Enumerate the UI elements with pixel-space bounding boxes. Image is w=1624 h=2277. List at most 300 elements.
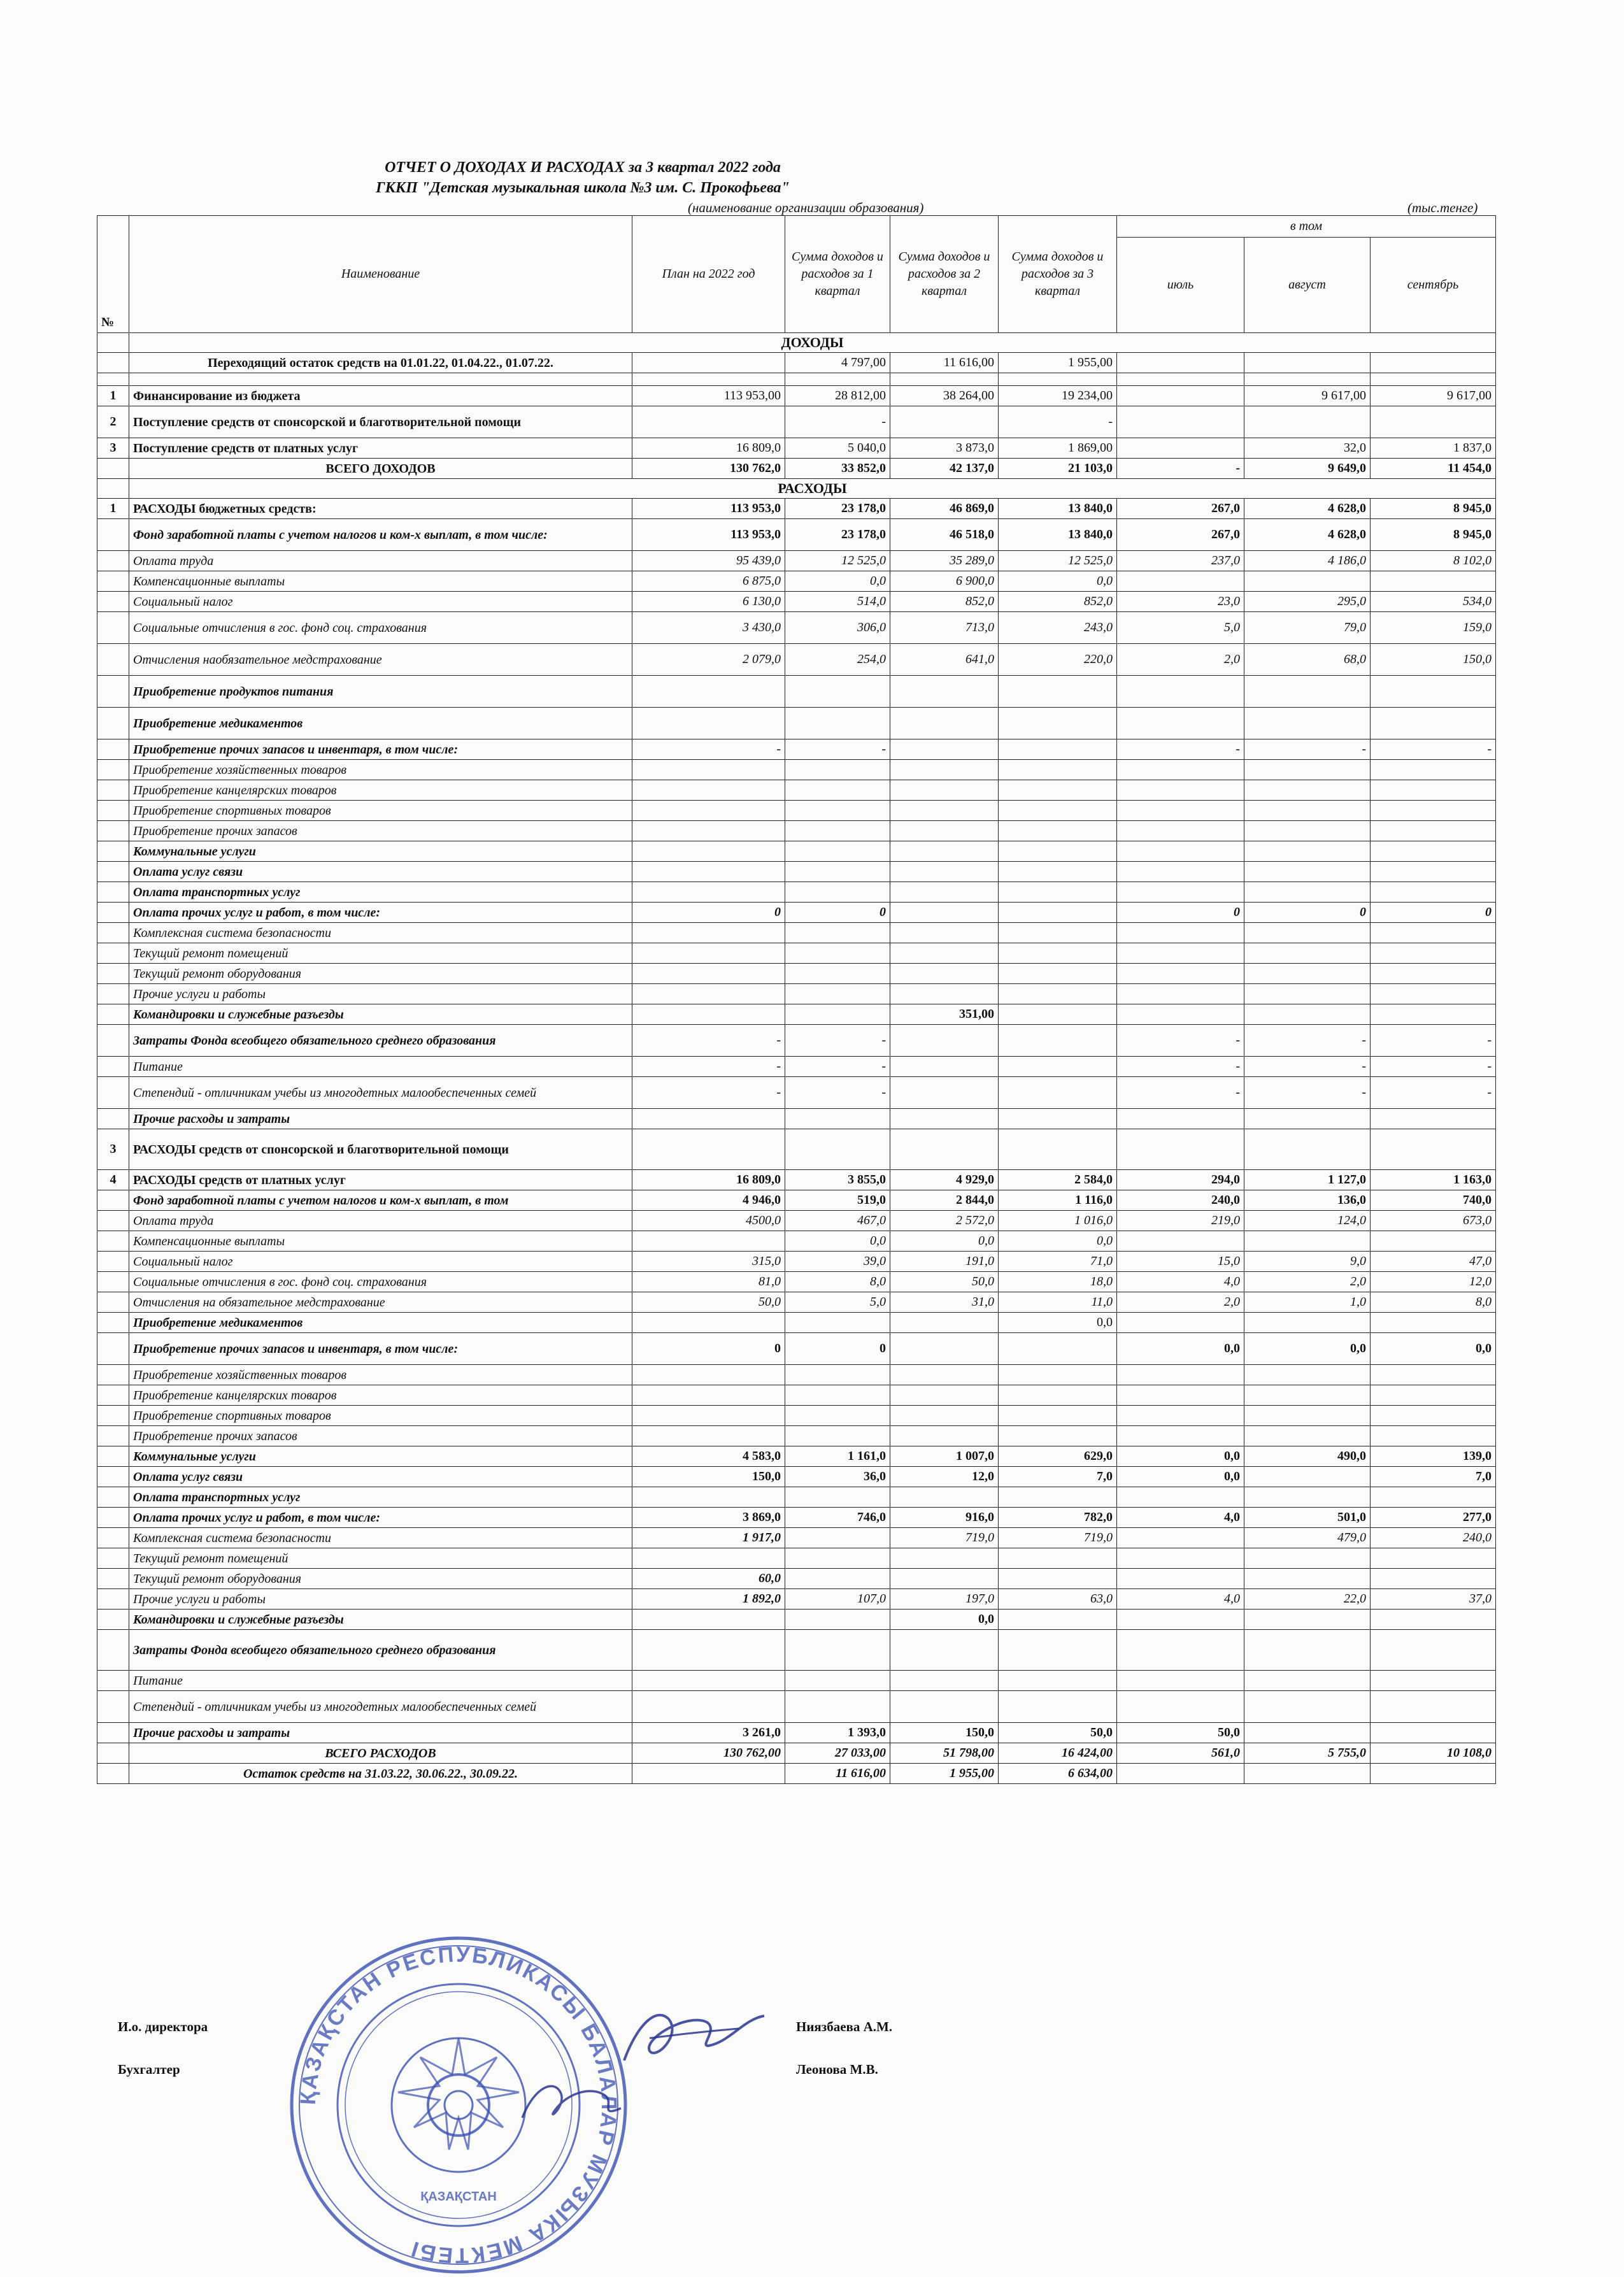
row-label: Текущий ремонт помещений	[129, 943, 632, 964]
col-q3: Сумма доходов и расходов за 3 квартал	[999, 216, 1117, 333]
table-row	[97, 333, 1496, 353]
value-cell: 4 797,00	[785, 353, 890, 373]
row-number	[97, 1487, 129, 1508]
value-cell	[632, 1671, 785, 1691]
accountant-name: Леонова М.В.	[796, 2062, 878, 2077]
table-row	[97, 841, 1496, 862]
value-cell	[890, 821, 999, 841]
value-cell	[1371, 780, 1496, 801]
table-row	[97, 801, 1496, 821]
value-cell: 12,0	[1371, 1272, 1496, 1292]
table-row	[97, 1671, 1496, 1691]
value-cell	[785, 1129, 890, 1170]
value-cell: 47,0	[1371, 1252, 1496, 1272]
value-cell	[1371, 1129, 1496, 1170]
value-cell: 719,0	[890, 1528, 999, 1548]
row-label: Приобретение прочих запасов и инвентаря, в том числе:	[129, 1333, 632, 1365]
value-cell: 23,0	[1117, 592, 1244, 612]
stamp-outer-text: ҚАЗАҚСТАН РЕСПУБЛИКАСЫ БАЛАЛАР МУЗЫКА МЕКТЕБІ	[296, 1942, 622, 2268]
table-row	[97, 1610, 1496, 1630]
row-number: 3	[97, 1129, 129, 1170]
row-label: Приобретение прочих запасов	[129, 1426, 632, 1446]
value-cell	[632, 780, 785, 801]
value-cell: 2,0	[1117, 1292, 1244, 1313]
table-row	[97, 1446, 1496, 1467]
row-label: РАСХОДЫ средств от спонсорской и благотворительной помощи	[129, 1129, 632, 1170]
value-cell	[999, 923, 1117, 943]
value-cell: 71,0	[999, 1252, 1117, 1272]
value-cell: 23 178,0	[785, 519, 890, 551]
table-row	[97, 1129, 1496, 1170]
table-row	[97, 708, 1496, 739]
row-label: Затраты Фонда всеобщего обязательного среднего образования	[129, 1025, 632, 1057]
value-cell: 713,0	[890, 612, 999, 644]
row-number	[97, 1743, 129, 1764]
value-cell	[999, 1057, 1117, 1077]
value-cell	[1371, 841, 1496, 862]
value-cell: 8 102,0	[1371, 551, 1496, 571]
value-cell: 3 855,0	[785, 1170, 890, 1190]
row-number	[97, 1467, 129, 1487]
value-cell: 13 840,0	[999, 519, 1117, 551]
row-number	[97, 353, 129, 373]
table-row	[97, 1548, 1496, 1569]
value-cell	[1117, 1610, 1244, 1630]
value-cell: -	[1117, 1057, 1244, 1077]
value-cell: 0,0	[1117, 1333, 1244, 1365]
value-cell	[1117, 1004, 1244, 1025]
value-cell: -	[1117, 1077, 1244, 1109]
row-number	[97, 1691, 129, 1723]
row-label: Отчисления на обязательное медстрахование	[129, 1292, 632, 1313]
row-number	[97, 923, 129, 943]
row-label: Социальный налог	[129, 1252, 632, 1272]
row-number	[97, 1723, 129, 1743]
value-cell	[999, 1333, 1117, 1365]
table-row	[97, 1743, 1496, 1764]
row-label: Фонд заработной платы с учетом налогов и ком-х выплат, в том числе:	[129, 519, 632, 551]
director-title: И.о. директора	[118, 2019, 208, 2034]
table-row	[97, 1292, 1496, 1313]
row-label: Питание	[129, 1671, 632, 1691]
row-number	[97, 1385, 129, 1406]
row-label: РАСХОДЫ бюджетных средств:	[129, 499, 632, 519]
value-cell: 5 755,0	[1244, 1743, 1371, 1764]
value-cell	[632, 1231, 785, 1252]
value-cell: 219,0	[1117, 1211, 1244, 1231]
value-cell	[632, 708, 785, 739]
value-cell: 130 762,00	[632, 1743, 785, 1764]
value-cell: 23 178,0	[785, 499, 890, 519]
value-cell: 0	[785, 903, 890, 923]
value-cell	[1371, 1548, 1496, 1569]
value-cell: 18,0	[999, 1272, 1117, 1292]
table-row	[97, 519, 1496, 551]
value-cell	[890, 1313, 999, 1333]
value-cell: 16 809,0	[632, 1170, 785, 1190]
value-cell: 0,0	[1244, 1333, 1371, 1365]
value-cell	[1117, 1487, 1244, 1508]
value-cell	[1244, 760, 1371, 780]
value-cell	[1371, 1487, 1496, 1508]
value-cell: 2,0	[1117, 644, 1244, 676]
row-number	[97, 571, 129, 592]
value-cell: 113 953,00	[632, 386, 785, 406]
value-cell: 27 033,00	[785, 1743, 890, 1764]
table-row	[97, 1630, 1496, 1671]
value-cell	[999, 882, 1117, 903]
table-row	[97, 406, 1496, 438]
value-cell	[1244, 1426, 1371, 1446]
value-cell	[890, 984, 999, 1004]
value-cell	[785, 760, 890, 780]
row-number	[97, 984, 129, 1004]
value-cell: 4 628,0	[1244, 519, 1371, 551]
value-cell	[1117, 943, 1244, 964]
value-cell: 35 289,0	[890, 551, 999, 571]
value-cell: 139,0	[1371, 1446, 1496, 1467]
value-cell	[890, 801, 999, 821]
row-number	[97, 1272, 129, 1292]
value-cell	[632, 943, 785, 964]
value-cell: -	[1117, 1025, 1244, 1057]
value-cell	[999, 964, 1117, 984]
value-cell: 150,0	[1371, 644, 1496, 676]
value-cell	[632, 1487, 785, 1508]
table-row	[97, 1764, 1496, 1784]
value-cell: 4 628,0	[1244, 499, 1371, 519]
table-row	[97, 1109, 1496, 1129]
value-cell	[632, 1548, 785, 1569]
table-row	[97, 1252, 1496, 1272]
value-cell: 16 809,0	[632, 438, 785, 459]
value-cell	[999, 760, 1117, 780]
value-cell: 3 261,0	[632, 1723, 785, 1743]
value-cell	[785, 1365, 890, 1385]
value-cell: 1 161,0	[785, 1446, 890, 1467]
value-cell	[1117, 1365, 1244, 1385]
value-cell	[1244, 1109, 1371, 1129]
value-cell	[999, 1109, 1117, 1129]
row-label: Командировки и служебные разъезды	[129, 1610, 632, 1630]
value-cell: 36,0	[785, 1467, 890, 1487]
row-number	[97, 1292, 129, 1313]
value-cell: -	[1244, 739, 1371, 760]
value-cell: 0,0	[999, 1231, 1117, 1252]
table-row	[97, 499, 1496, 519]
value-cell: 150,0	[890, 1723, 999, 1743]
row-number	[97, 644, 129, 676]
value-cell	[785, 676, 890, 708]
value-cell	[1244, 1487, 1371, 1508]
value-cell: 782,0	[999, 1508, 1117, 1528]
value-cell	[1371, 1426, 1496, 1446]
value-cell	[785, 882, 890, 903]
value-cell: -	[632, 1077, 785, 1109]
value-cell: 1 163,0	[1371, 1170, 1496, 1190]
row-label: Приобретение спортивных товаров	[129, 801, 632, 821]
value-cell: 237,0	[1117, 551, 1244, 571]
row-label: Приобретение прочих запасов и инвентаря, в том числе:	[129, 739, 632, 760]
row-number	[97, 479, 129, 499]
value-cell	[1244, 1406, 1371, 1426]
value-cell: -	[1244, 1057, 1371, 1077]
value-cell: 7,0	[1371, 1467, 1496, 1487]
value-cell: 3 869,0	[632, 1508, 785, 1528]
table-row	[97, 459, 1496, 479]
table-row	[97, 1313, 1496, 1333]
value-cell: 306,0	[785, 612, 890, 644]
value-cell	[1244, 821, 1371, 841]
value-cell	[890, 1077, 999, 1109]
value-cell	[890, 1691, 999, 1723]
value-cell: 0,0	[999, 1313, 1117, 1333]
row-number	[97, 551, 129, 571]
value-cell: 6 875,0	[632, 571, 785, 592]
table-row	[97, 612, 1496, 644]
value-cell: 277,0	[1371, 1508, 1496, 1528]
value-cell	[1117, 1313, 1244, 1333]
value-cell	[1371, 1630, 1496, 1671]
value-cell	[1117, 571, 1244, 592]
value-cell: 136,0	[1244, 1190, 1371, 1211]
value-cell	[999, 1129, 1117, 1170]
value-cell: -	[632, 739, 785, 760]
value-cell: 130 762,0	[632, 459, 785, 479]
value-cell	[1244, 1231, 1371, 1252]
value-cell	[1244, 1671, 1371, 1691]
value-cell: 0,0	[1371, 1333, 1496, 1365]
value-cell	[999, 676, 1117, 708]
value-cell	[1244, 882, 1371, 903]
value-cell	[999, 1406, 1117, 1426]
table-row	[97, 821, 1496, 841]
value-cell	[632, 406, 785, 438]
value-cell	[890, 739, 999, 760]
value-cell: 746,0	[785, 1508, 890, 1528]
value-cell: -	[1117, 459, 1244, 479]
value-cell	[890, 1057, 999, 1077]
value-cell	[632, 882, 785, 903]
row-number: 2	[97, 406, 129, 438]
table-row	[97, 592, 1496, 612]
row-label: Переходящий остаток средств на 01.01.22, 01.04.22., 01.07.22.	[129, 353, 632, 373]
value-cell: 629,0	[999, 1446, 1117, 1467]
row-label: Комплексная система безопасности	[129, 1528, 632, 1548]
value-cell	[1117, 760, 1244, 780]
value-cell	[999, 1004, 1117, 1025]
value-cell	[1371, 406, 1496, 438]
table-row	[97, 1211, 1496, 1231]
value-cell	[632, 1109, 785, 1129]
table-row	[97, 739, 1496, 760]
value-cell	[785, 708, 890, 739]
report-title: ОТЧЕТ О ДОХОДАХ И РАСХОДАХ за 3 квартал 2022 года	[385, 159, 781, 176]
value-cell: 113 953,0	[632, 499, 785, 519]
row-label: Компенсационные выплаты	[129, 571, 632, 592]
row-label: Приобретение медикаментов	[129, 1313, 632, 1333]
row-label: Прочие расходы и затраты	[129, 1109, 632, 1129]
value-cell: 0,0	[785, 1231, 890, 1252]
value-cell: 315,0	[632, 1252, 785, 1272]
row-label: Комплексная система безопасности	[129, 923, 632, 943]
row-label: Приобретение канцелярских товаров	[129, 1385, 632, 1406]
value-cell	[1244, 1548, 1371, 1569]
value-cell: -	[999, 406, 1117, 438]
value-cell	[1244, 1569, 1371, 1589]
value-cell	[1244, 964, 1371, 984]
empty-cell	[785, 373, 890, 386]
value-cell: 38 264,00	[890, 386, 999, 406]
stamp-inner-text: ҚАЗАҚСТАН	[420, 2190, 497, 2204]
row-label: Остаток средств на 31.03.22, 30.06.22., 30.09.22.	[129, 1764, 632, 1784]
value-cell: 31,0	[890, 1292, 999, 1313]
value-cell	[999, 708, 1117, 739]
value-cell	[999, 1025, 1117, 1057]
section-header: ДОХОДЫ	[129, 333, 1496, 353]
value-cell	[1117, 780, 1244, 801]
row-label: Затраты Фонда всеобщего обязательного среднего образования	[129, 1630, 632, 1671]
value-cell	[1117, 882, 1244, 903]
row-number	[97, 1057, 129, 1077]
value-cell	[890, 406, 999, 438]
value-cell: 514,0	[785, 592, 890, 612]
value-cell	[1244, 708, 1371, 739]
row-number	[97, 1211, 129, 1231]
row-label: Отчисления наобязательное медстрахование	[129, 644, 632, 676]
value-cell	[890, 1385, 999, 1406]
value-cell	[999, 1487, 1117, 1508]
value-cell: 197,0	[890, 1589, 999, 1610]
value-cell	[890, 708, 999, 739]
col-plan: План на 2022 год	[632, 216, 785, 333]
value-cell	[1371, 1610, 1496, 1630]
table-row	[97, 1508, 1496, 1528]
value-cell	[785, 1487, 890, 1508]
value-cell: 11 616,00	[785, 1764, 890, 1784]
col-q2: Сумма доходов и расходов за 2 квартал	[890, 216, 999, 333]
table-row	[97, 1077, 1496, 1109]
value-cell: 641,0	[890, 644, 999, 676]
value-cell: 12 525,0	[999, 551, 1117, 571]
value-cell	[890, 882, 999, 903]
value-cell	[1371, 821, 1496, 841]
value-cell	[1244, 1610, 1371, 1630]
value-cell: -	[1371, 739, 1496, 760]
value-cell: 11 616,00	[890, 353, 999, 373]
row-label: ВСЕГО РАСХОДОВ	[129, 1743, 632, 1764]
value-cell	[785, 1109, 890, 1129]
row-label: Оплата услуг связи	[129, 1467, 632, 1487]
value-cell: 9 649,0	[1244, 459, 1371, 479]
value-cell: 8,0	[785, 1272, 890, 1292]
value-cell	[890, 923, 999, 943]
row-number	[97, 1333, 129, 1365]
value-cell: 42 137,0	[890, 459, 999, 479]
row-label: Приобретение продуктов питания	[129, 676, 632, 708]
value-cell: -	[785, 1077, 890, 1109]
value-cell	[785, 1528, 890, 1548]
value-cell	[1244, 984, 1371, 1004]
row-label: Текущий ремонт оборудования	[129, 964, 632, 984]
row-number	[97, 1610, 129, 1630]
row-number	[97, 612, 129, 644]
value-cell: 1 955,00	[890, 1764, 999, 1784]
value-cell	[1244, 1004, 1371, 1025]
value-cell	[1244, 571, 1371, 592]
value-cell	[632, 1129, 785, 1170]
row-number: 3	[97, 438, 129, 459]
row-number	[97, 943, 129, 964]
row-label: Степендий - отличникам учебы из многодетных малообеспеченных семей	[129, 1077, 632, 1109]
value-cell: 295,0	[1244, 592, 1371, 612]
row-number	[97, 801, 129, 821]
value-cell	[1244, 862, 1371, 882]
row-label: Приобретение медикаментов	[129, 708, 632, 739]
value-cell: -	[785, 406, 890, 438]
value-cell	[785, 1385, 890, 1406]
value-cell	[999, 841, 1117, 862]
value-cell: 0,0	[999, 571, 1117, 592]
value-cell	[1371, 923, 1496, 943]
value-cell: 50,0	[890, 1272, 999, 1292]
value-cell: 6 900,0	[890, 571, 999, 592]
value-cell	[999, 801, 1117, 821]
row-label: Приобретение хозяйственных товаров	[129, 760, 632, 780]
value-cell	[632, 1691, 785, 1723]
row-number	[97, 1548, 129, 1569]
row-label: Поступление средств от спонсорской и благотворительной помощи	[129, 406, 632, 438]
table-row	[97, 1333, 1496, 1365]
value-cell	[1371, 1109, 1496, 1129]
report-body	[97, 333, 1496, 1784]
row-label: Социальный налог	[129, 592, 632, 612]
empty-cell	[890, 373, 999, 386]
value-cell: 254,0	[785, 644, 890, 676]
table-row	[97, 1467, 1496, 1487]
value-cell: 2,0	[1244, 1272, 1371, 1292]
col-july: июль	[1117, 238, 1244, 333]
value-cell	[632, 964, 785, 984]
value-cell	[999, 1630, 1117, 1671]
row-label: Прочие услуги и работы	[129, 984, 632, 1004]
value-cell	[632, 1630, 785, 1671]
value-cell: 8,0	[1371, 1292, 1496, 1313]
units-label: (тыс.тенге)	[1407, 200, 1478, 215]
value-cell	[999, 1385, 1117, 1406]
empty-cell	[129, 373, 632, 386]
value-cell: 0	[785, 1333, 890, 1365]
value-cell	[632, 1426, 785, 1446]
value-cell: 1 007,0	[890, 1446, 999, 1467]
row-number	[97, 1190, 129, 1211]
row-number	[97, 1109, 129, 1129]
value-cell: 6 634,00	[999, 1764, 1117, 1784]
row-number	[97, 1508, 129, 1528]
value-cell: 1 917,0	[632, 1528, 785, 1548]
value-cell: 32,0	[1244, 438, 1371, 459]
value-cell: 0,0	[785, 571, 890, 592]
value-cell	[1371, 760, 1496, 780]
table-row	[97, 760, 1496, 780]
row-label: Прочие расходы и затраты	[129, 1723, 632, 1743]
value-cell	[632, 760, 785, 780]
row-number	[97, 1630, 129, 1671]
value-cell: 6 130,0	[632, 592, 785, 612]
row-label: Текущий ремонт оборудования	[129, 1569, 632, 1589]
value-cell	[890, 1025, 999, 1057]
table-row	[97, 1272, 1496, 1292]
